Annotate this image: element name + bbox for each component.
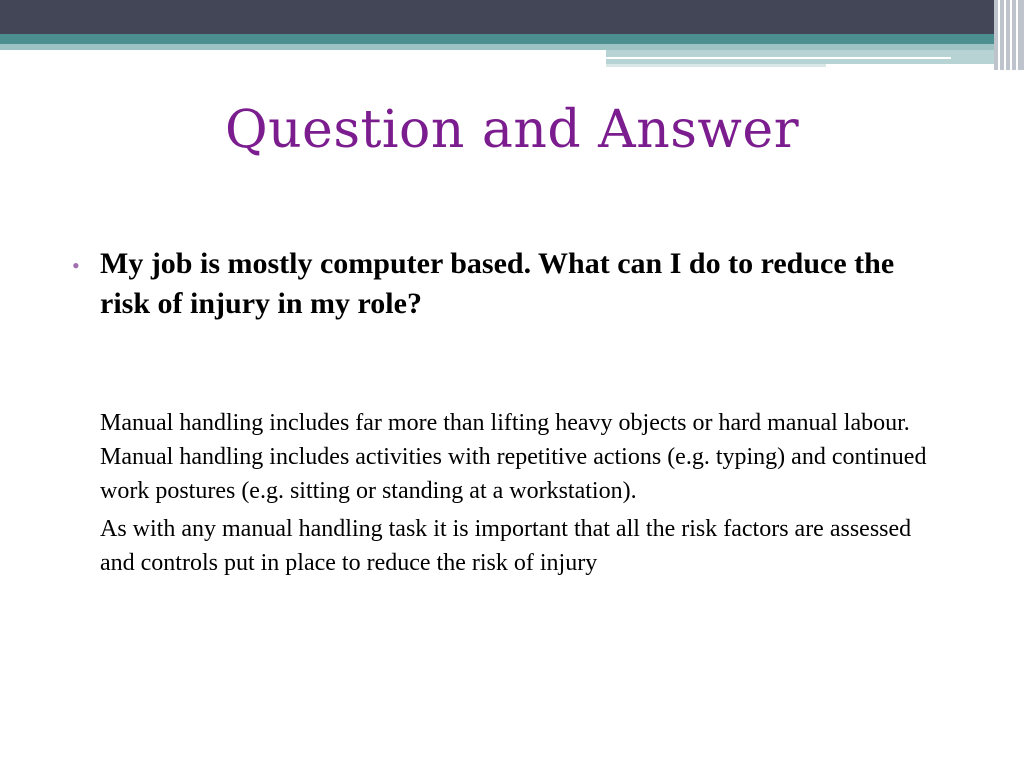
header-teal-bar bbox=[0, 34, 1024, 44]
bullet-icon: • bbox=[72, 253, 80, 278]
slide-title: Question and Answer bbox=[224, 100, 800, 160]
answer-paragraph-2: As with any manual handling task it is important that all the risk factors are assessed and controls put in place to reduce the risk of injury bbox=[100, 516, 912, 576]
question-text: My job is mostly computer based. What can I do to reduce the risk of injury in my role? bbox=[100, 247, 895, 320]
header-corner-stripes bbox=[994, 0, 1024, 70]
header-thin-line bbox=[606, 57, 951, 59]
header-dark-bar bbox=[0, 0, 1024, 34]
header-thin-line-lower bbox=[606, 64, 826, 67]
question-bullet bbox=[72, 244, 952, 324]
slide-content bbox=[72, 244, 952, 580]
answer-paragraph-1: Manual handling includes far more than lifting heavy objects or hard manual labour. Manual handling includes activities with repetitive actions (e.g. typing) and continued work postures (e.g. sitting or standing at a workstation). bbox=[100, 410, 927, 504]
